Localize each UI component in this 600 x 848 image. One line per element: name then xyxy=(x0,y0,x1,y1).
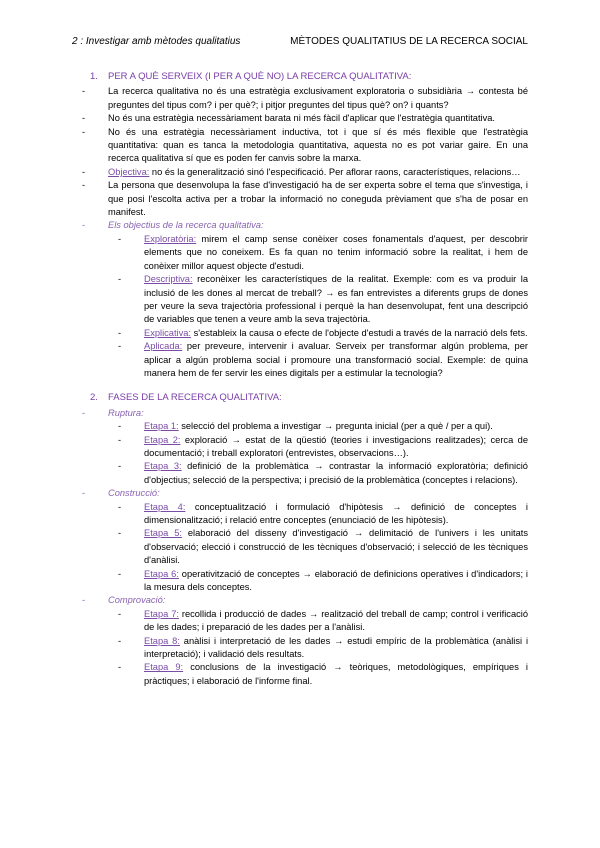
subheading: Ruptura: xyxy=(108,407,144,418)
sub-item: - Etapa 5: elaboració del disseny d'investigació → delimitació de l'univers i les unitats d'observació; elecció i construcció de les tècniques d'observació; i selecció de les tècniques d'anàlisi. xyxy=(118,528,528,566)
header-left: 2 : Investigar amb mètodes qualitatius xyxy=(72,36,241,47)
sub-item: - Etapa 8: anàlisi i interpretació de les dades → estudi empíric de la problemàtica (anàlisi i interpretació); i validació dels resultats. xyxy=(118,635,529,660)
sub-item: - Etapa 7: recollida i producció de dades → realització del treball de camp; control i verificació de les dades; i preparació de les dades per a l'anàlisi. xyxy=(118,608,528,633)
list-item: - Construcció: xyxy=(82,487,528,500)
section-number: 2. xyxy=(90,392,98,404)
section-1-heading xyxy=(82,70,528,83)
sub-item: - Exploratòria: mirem el camp sense conèixer coses fonamentals d'aquest, per descobrir elements que no coneixem. Es fa quan no tenim informació sobre la realitat, i hem de conèixer millor aquest objecte d'estudi. xyxy=(118,233,528,271)
list-item: - No és una estratègia necessàriament barata ni més fàcil d'aplicar que l'estratègia quantitativa. xyxy=(82,113,496,124)
sub-item: - Etapa 3: definició de la problemàtica → contrastar la informació exploratòria; definició d'objectius; selecció de la perspectiva; i precisió de la problemàtica (conceptes i relacions). xyxy=(118,461,528,485)
section-title: FASES DE LA RECERCA QUALITATIVA: xyxy=(108,392,282,404)
sub-item: - Etapa 1: selecció del problema a investigar → pregunta inicial (per a què / per a qui). xyxy=(118,421,493,432)
list-item: - Ruptura: xyxy=(82,407,528,420)
subheading: Els objectius de la recerca qualitativa: xyxy=(108,220,264,231)
subheading: Comprovació: xyxy=(108,595,166,606)
section-number: 1. xyxy=(90,71,98,82)
sub-item: - Etapa 2: exploració → estat de la qüestió (teories i investigacions realitzades); cerca de documentació; i treball exploratori (entrevistes, observacions…). xyxy=(118,434,528,458)
list-item: - Comprovació: xyxy=(82,594,528,607)
header-right: MÈTODES QUALITATIUS DE LA RECERCA SOCIAL xyxy=(290,36,528,47)
list-item: - Objectiva: no és la generalització sinó l'especificació. Per aflorar raons, característiques, relacions… xyxy=(82,166,521,177)
page-header xyxy=(72,36,528,47)
sub-item: - Aplicada: per preveure, intervenir i avaluar. Serveix per transformar algún problema, per aplicar a algún problema social i promoure una transformació social. Exemple: de quina manera hem de fer servir les eines digitals per a estimular la tecnologia? xyxy=(118,341,528,378)
list-item: - La persona que desenvolupa la fase d'investigació ha de ser experta sobre el tema que s'investiga, i que posi l'escolta activa per a trobar la informació no coneguda prèviament que s'ha de posar en manifest. xyxy=(82,180,528,218)
section-2-heading xyxy=(82,391,528,404)
term-link: Objectiva: xyxy=(108,166,150,177)
subheading: Construcció: xyxy=(108,488,160,499)
document-body xyxy=(82,70,528,688)
section-title: PER A QUÈ SERVEIX (I PER A QUÈ NO) LA RECERCA QUALITATIVA: xyxy=(108,71,412,82)
sub-item: - Etapa 4: conceptualització i formulació d'hipòtesis → definició de conceptes i dimensionalització; i relació entre conceptes (enunciació de les hipòtesis). xyxy=(118,501,528,525)
list-item: - Els objectius de la recerca qualitativa: xyxy=(82,219,528,232)
sub-item: - Explicativa: s'estableix la causa o efecte de l'objecte d'estudi a través de la narració dels fets. xyxy=(118,327,528,338)
list-item: - No és una estratègia necessàriament inductiva, tot i que sí és més flexible que l'estratègia quantitativa: quan es tanca la metodologia quantitativa, aquesta no es pot variar gaire. En una recerca qualitativa sí que es poden fer canvis sobre la marxa. xyxy=(82,126,528,164)
sub-item: - Etapa 6: operativització de conceptes → elaboració de definicions operatives i d'indicadors; i la mesura dels conceptes. xyxy=(118,568,528,593)
list-item: - La recerca qualitativa no és una estratègia exclusivament exploratoria o subsidiària → contesta bé preguntes del tipus com? i per què?; i pitjor preguntes del tipus què? on? i quants? xyxy=(82,86,528,110)
sub-item: - Etapa 9: conclusions de la investigació → teòriques, metodològiques, empíriques i pràctiques; i elaboració de l'informe final. xyxy=(118,662,528,686)
sub-item: - Descriptiva: reconèixer les característiques de la realitat. Exemple: com es va produir la inclusió de les dones al mercat de treball? → es fan entrevistes a diferents grups de dones per veure la seva trajectòria professional i perquè la han desenvolupat, fent una descripció de variables que tenen a veure amb la seva trajectòria. xyxy=(118,274,528,325)
